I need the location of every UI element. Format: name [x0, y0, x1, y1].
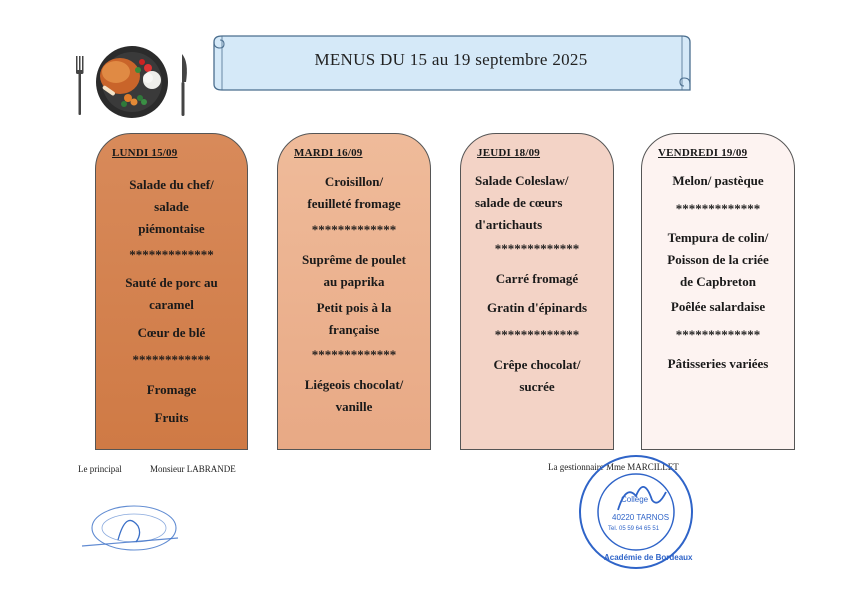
menu-separator: ************* [494, 241, 580, 256]
menu-item: Cœur de blé [137, 325, 206, 340]
menu-card-jeudi [460, 133, 614, 450]
menu-item: Fromage [146, 382, 197, 397]
principal-name: Monsieur LABRANDE [150, 464, 236, 474]
menu-separator: ************* [675, 327, 761, 342]
menu-separator: ************* [494, 327, 580, 342]
menu-item: Croisillon/ feuilleté fromage [307, 174, 401, 211]
title-banner [210, 30, 692, 96]
menu-separator: ************* [129, 247, 214, 262]
gestionnaire-label: La gestionnaire Mme MARCILLET [548, 462, 679, 472]
menu-item: Petit pois à la française [316, 300, 392, 337]
principal-label: Le principal [78, 464, 122, 474]
menu-separator: ************* [311, 222, 397, 237]
menu-card-vendredi [641, 133, 795, 450]
menu-item: Poêlée salardaise [670, 299, 766, 314]
day-label: JEUDI 18/09 [477, 147, 541, 159]
menu-item: Fruits [154, 410, 189, 425]
menu-item: Gratin d'épinards [486, 300, 588, 315]
stamp-city: 40220 TARNOS [612, 513, 670, 522]
fork-icon [76, 56, 84, 115]
menu-item: Melon/ pastèque [672, 173, 764, 188]
menu-card-mardi [277, 133, 431, 450]
day-label: VENDREDI 19/09 [658, 147, 748, 159]
menu-item: Sauté de porc au caramel [125, 275, 218, 312]
menu-separator: ************* [311, 347, 397, 362]
day-label: MARDI 16/09 [294, 147, 363, 159]
menu-item: Suprême de poulet au paprika [302, 252, 406, 289]
stamp-college: Collège [621, 495, 649, 504]
day-label: LUNDI 15/09 [112, 147, 178, 159]
menu-item: Salade du chef/ salade piémontaise [129, 177, 214, 236]
menu-item: Liégeois chocolat/ vanille [304, 377, 404, 414]
menu-item: Salade Coleslaw/ salade de cœurs d'artichauts [475, 173, 569, 232]
principal-stamp-icon [78, 500, 186, 561]
stamp-academie: Académie de Bordeaux [604, 553, 693, 562]
stamp-phone: Tel. 05 59 64 65 51 [608, 526, 660, 532]
menu-item: Pâtisseries variées [667, 356, 769, 371]
college-stamp-icon [574, 448, 702, 581]
menu-card-lundi [95, 133, 248, 450]
menu-separator: ************* [675, 201, 761, 216]
menu-item: Carré fromagé [495, 271, 579, 286]
knife-icon [182, 54, 187, 116]
meal-plate-icon [68, 40, 196, 120]
menu-item: Crêpe chocolat/ sucrée [493, 357, 581, 394]
menu-item: Tempura de colin/ Poisson de la criée de Capbreton [667, 230, 769, 289]
page-title: MENUS DU 15 au 19 septembre 2025 [314, 50, 588, 69]
menu-separator: ************ [132, 352, 211, 367]
